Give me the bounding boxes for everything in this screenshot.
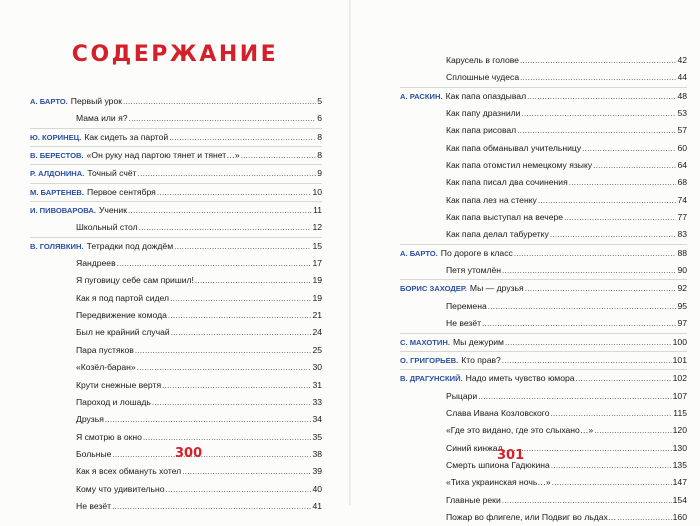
toc-page-number: 120 bbox=[672, 425, 687, 436]
toc-dot-leader bbox=[135, 342, 312, 359]
toc-entry-text bbox=[30, 307, 167, 324]
toc-page-number: 38 bbox=[312, 448, 322, 459]
toc-entry bbox=[400, 174, 687, 191]
toc-entry-text bbox=[30, 324, 170, 341]
toc-story-title: Тетрадки под дождём bbox=[86, 240, 174, 251]
toc-page-number: 68 bbox=[677, 177, 687, 188]
toc-dot-leader bbox=[129, 110, 317, 127]
toc-page-number: 90 bbox=[677, 265, 687, 276]
toc-dot-leader bbox=[502, 262, 676, 279]
toc-story-title: Смерть шпиона Гадюкина bbox=[446, 459, 550, 470]
toc-dot-leader bbox=[488, 298, 677, 315]
toc-entry bbox=[30, 93, 322, 110]
toc-entry bbox=[30, 237, 322, 255]
toc-entry-text bbox=[400, 334, 504, 351]
toc-dot-leader bbox=[123, 93, 316, 110]
toc-entry-text bbox=[30, 446, 111, 463]
toc-author: М. БАРТЕНЕВ. bbox=[30, 187, 85, 197]
toc-page-number: 57 bbox=[677, 125, 687, 136]
toc-dot-leader bbox=[157, 184, 312, 201]
toc-dot-leader bbox=[527, 88, 676, 105]
toc-story-title: Был не крайний случай bbox=[76, 327, 170, 338]
toc-entry-text bbox=[400, 105, 520, 122]
toc-story-title: Крути снежные вертя bbox=[76, 379, 162, 390]
toc-entry-text bbox=[30, 290, 169, 307]
toc-author: А. РАСКИН. bbox=[400, 91, 443, 101]
toc-page-number: 11 bbox=[313, 205, 322, 216]
toc-page-number: 107 bbox=[672, 390, 687, 401]
toc-story-title: Надо иметь чувство юмора bbox=[465, 373, 575, 384]
toc-entry-text bbox=[400, 192, 537, 209]
toc-entry-text bbox=[400, 280, 524, 297]
toc-story-title: «Где это видано, где это слыхано…» bbox=[446, 425, 594, 436]
toc-dot-leader bbox=[551, 457, 672, 474]
toc-entry bbox=[30, 164, 322, 182]
toc-story-title: Главные реки bbox=[446, 494, 501, 505]
toc-story-title: Перемена bbox=[446, 300, 487, 311]
toc-entry-text bbox=[400, 370, 575, 387]
toc-story-title: Петя утомлён bbox=[446, 265, 502, 276]
toc-entry bbox=[30, 342, 322, 359]
toc-entry bbox=[400, 209, 687, 226]
toc-dot-leader bbox=[502, 352, 672, 369]
toc-entry bbox=[400, 140, 687, 157]
toc-story-title: По дороге в класс bbox=[440, 247, 513, 258]
toc-story-title: Как сидеть за партой bbox=[84, 131, 169, 142]
toc-story-title: Не везёт bbox=[76, 500, 112, 511]
toc-entry-text bbox=[400, 315, 481, 332]
toc-author: В. ДРАГУНСКИЙ. bbox=[400, 374, 463, 384]
toc-page-number: 130 bbox=[672, 442, 687, 453]
toc-dot-leader bbox=[171, 324, 312, 341]
toc-page-number: 34 bbox=[312, 414, 322, 425]
toc-story-title: Как папа писал два сочинения bbox=[446, 177, 568, 188]
toc-page-number: 135 bbox=[672, 459, 687, 470]
toc-story-title: «Он руку над партою тянет и тянет…» bbox=[86, 150, 240, 161]
toc-entry bbox=[400, 262, 687, 279]
toc-entry bbox=[400, 122, 687, 139]
toc-dot-leader bbox=[166, 481, 312, 498]
toc-dot-leader bbox=[594, 422, 671, 439]
toc-entry bbox=[400, 457, 687, 474]
toc-page-number: 8 bbox=[317, 150, 322, 161]
toc-story-title: Синий кинжал bbox=[446, 442, 503, 453]
toc-story-title: «Тиха украинская ночь…» bbox=[446, 477, 551, 488]
toc-entry bbox=[400, 315, 687, 332]
toc-page-number: 95 bbox=[677, 300, 687, 311]
toc-entry bbox=[30, 377, 322, 394]
toc-dot-leader bbox=[505, 334, 672, 351]
toc-dot-leader bbox=[152, 394, 312, 411]
toc-entry-text bbox=[400, 509, 616, 526]
toc-dot-leader bbox=[504, 440, 672, 457]
toc-entry-text bbox=[30, 202, 127, 219]
toc-author: А. БАРТО. bbox=[30, 97, 68, 106]
toc-page-number: 17 bbox=[312, 258, 322, 269]
toc-entry-text bbox=[400, 69, 519, 86]
toc-dot-leader bbox=[105, 411, 312, 428]
toc-entry bbox=[400, 333, 687, 351]
toc-dot-leader bbox=[582, 140, 676, 157]
toc-dot-leader bbox=[139, 219, 312, 236]
toc-author: В. БЕРЕСТОВ. bbox=[30, 151, 84, 161]
toc-entry-text bbox=[30, 359, 136, 376]
toc-entry-text bbox=[400, 352, 501, 369]
toc-entry-text bbox=[30, 129, 168, 146]
toc-page-number: 102 bbox=[672, 373, 687, 384]
toc-dot-leader bbox=[162, 377, 311, 394]
toc-author: В. ГОЛЯВКИН. bbox=[30, 241, 84, 251]
toc-page-number: 25 bbox=[312, 344, 322, 355]
toc-entry-text bbox=[400, 262, 501, 279]
toc-dot-leader bbox=[112, 498, 311, 515]
toc-dot-leader bbox=[521, 105, 676, 122]
toc-dot-leader bbox=[170, 290, 311, 307]
toc-story-title: Как я под партой сидел bbox=[76, 292, 170, 303]
toc-page-number: 19 bbox=[312, 275, 322, 286]
toc-page-number: 19 bbox=[312, 292, 322, 303]
toc-page-number: 101 bbox=[672, 354, 687, 365]
toc-dot-leader bbox=[195, 272, 312, 289]
toc-story-title: Как папа делал табуретку bbox=[446, 229, 549, 240]
toc-dot-leader bbox=[502, 492, 672, 509]
toc-page-number: 160 bbox=[672, 511, 687, 522]
toc-story-title: Ученик bbox=[98, 205, 127, 216]
toc-entry bbox=[400, 509, 687, 526]
toc-page-number: 48 bbox=[677, 90, 687, 101]
toc-entry-text bbox=[30, 93, 122, 110]
toc-page-number: 74 bbox=[677, 194, 687, 205]
toc-page-number: 21 bbox=[312, 310, 322, 321]
toc-entry-text bbox=[400, 88, 526, 105]
toc-story-title: Мама или я? bbox=[76, 113, 128, 124]
toc-dot-leader bbox=[525, 280, 677, 297]
toc-entry bbox=[400, 351, 687, 369]
toc-story-title: Я пуговицу себе сам пришил! bbox=[76, 275, 194, 286]
toc-page-number: 39 bbox=[312, 466, 322, 477]
toc-entry bbox=[30, 201, 322, 219]
toc-entry bbox=[30, 394, 322, 411]
toc-page-number: 5 bbox=[317, 96, 322, 106]
toc-entry-text bbox=[30, 165, 137, 182]
toc-entry-text bbox=[30, 498, 111, 515]
right-page bbox=[350, 0, 700, 522]
toc-entry bbox=[30, 411, 322, 428]
toc-page-number: 92 bbox=[677, 283, 687, 294]
toc-page-number: 100 bbox=[672, 336, 687, 347]
toc-entry-text bbox=[400, 157, 592, 174]
toc-entry bbox=[30, 498, 322, 515]
toc-entry-text bbox=[400, 122, 516, 139]
toc-page-number: 115 bbox=[673, 407, 687, 418]
toc-dot-leader bbox=[128, 202, 312, 219]
toc-dot-leader bbox=[137, 359, 312, 376]
toc-dot-leader bbox=[169, 129, 316, 146]
toc-entry bbox=[400, 388, 687, 405]
toc-story-title: Мы дежурим bbox=[452, 336, 504, 347]
toc-entry-text bbox=[30, 110, 128, 127]
toc-dot-leader bbox=[564, 209, 676, 226]
toc-page-number: 53 bbox=[677, 108, 687, 119]
page-number-right: 301 bbox=[497, 448, 525, 463]
toc-entry bbox=[400, 440, 687, 457]
toc-story-title: Пароход и лошадь bbox=[76, 396, 151, 407]
toc-entry bbox=[30, 183, 322, 201]
toc-dot-leader bbox=[550, 226, 677, 243]
toc-entry-text bbox=[400, 298, 487, 315]
toc-entry-text bbox=[400, 174, 568, 191]
toc-dot-leader bbox=[593, 157, 676, 174]
toc-story-title: Яандреев bbox=[76, 258, 116, 269]
toc-story-title: Как папа выступал на вечере bbox=[446, 212, 564, 223]
toc-entry bbox=[400, 87, 687, 105]
toc-page-number: 9 bbox=[317, 168, 322, 179]
toc-story-title: Сплошные чудеса bbox=[446, 72, 520, 83]
toc-entry bbox=[400, 405, 687, 422]
toc-dot-leader bbox=[182, 463, 311, 480]
toc-entry bbox=[400, 157, 687, 174]
toc-entry-text bbox=[30, 147, 240, 164]
toc-entry-text bbox=[30, 429, 142, 446]
toc-dot-leader bbox=[143, 429, 311, 446]
toc-entry bbox=[30, 429, 322, 446]
toc-entry-text bbox=[400, 440, 503, 457]
toc-page-number: 83 bbox=[677, 229, 687, 240]
toc-page-number: 154 bbox=[672, 494, 687, 505]
toc-entry bbox=[30, 359, 322, 376]
toc-story-title: Точный счёт bbox=[87, 168, 137, 179]
toc-story-title: Друзья bbox=[76, 414, 104, 425]
toc-dot-leader bbox=[551, 405, 673, 422]
toc-entry-text bbox=[30, 255, 116, 272]
toc-story-title: Пожар во флигеле, или Подвиг во льдах… bbox=[446, 511, 617, 522]
toc-list-right bbox=[400, 52, 687, 526]
toc-page-number: 88 bbox=[677, 247, 687, 258]
toc-entry-text bbox=[30, 184, 156, 201]
toc-story-title: «Козёл-баран» bbox=[76, 362, 136, 373]
toc-page-number: 97 bbox=[677, 318, 687, 329]
toc-entry-text bbox=[30, 219, 138, 236]
toc-entry-text bbox=[400, 52, 519, 69]
toc-dot-leader bbox=[517, 122, 676, 139]
toc-entry bbox=[400, 279, 687, 297]
toc-story-title: Как папу дразнили bbox=[446, 108, 521, 119]
toc-author: А. БАРТО. bbox=[400, 248, 438, 258]
toc-author: О. ГРИГОРЬЕВ. bbox=[400, 355, 459, 365]
toc-story-title: Слава Ивана Козловского bbox=[446, 407, 550, 418]
toc-story-title: Мы — друзья bbox=[469, 283, 524, 294]
toc-entry bbox=[400, 226, 687, 243]
toc-entry-text bbox=[30, 272, 194, 289]
toc-dot-leader bbox=[538, 192, 677, 209]
toc-dot-leader bbox=[168, 307, 312, 324]
toc-story-title: Больные bbox=[76, 448, 112, 459]
toc-entry bbox=[400, 474, 687, 491]
toc-dot-leader bbox=[138, 165, 317, 182]
toc-entry bbox=[400, 244, 687, 262]
toc-dot-leader bbox=[478, 388, 671, 405]
toc-page-number: 44 bbox=[677, 72, 687, 83]
toc-entry bbox=[400, 192, 687, 209]
toc-story-title: Передвижение комода bbox=[76, 310, 167, 321]
contents-title: СОДЕРЖАНИЕ bbox=[71, 42, 279, 67]
toc-entry-text bbox=[400, 474, 551, 491]
toc-dot-leader bbox=[112, 446, 311, 463]
toc-entry-text bbox=[30, 342, 134, 359]
page-number-left: 300 bbox=[175, 446, 203, 461]
toc-entry bbox=[400, 105, 687, 122]
toc-story-title: Как папа отомстил немецкому языку bbox=[446, 160, 593, 171]
toc-entry bbox=[30, 128, 322, 146]
toc-page-number: 147 bbox=[672, 477, 687, 488]
toc-entry-text bbox=[400, 140, 581, 157]
toc-page-number: 41 bbox=[312, 500, 322, 511]
toc-story-title: Как папа рисовал bbox=[446, 125, 517, 136]
toc-entry-text bbox=[400, 245, 513, 262]
toc-page-number: 40 bbox=[312, 483, 322, 494]
toc-author: Ю. КОРИНЕЦ. bbox=[30, 132, 82, 142]
toc-story-title: Пара пустяков bbox=[76, 344, 134, 355]
toc-entry bbox=[30, 255, 322, 272]
toc-entry bbox=[30, 463, 322, 480]
toc-entry bbox=[30, 146, 322, 164]
toc-page-number: 35 bbox=[312, 431, 322, 442]
toc-page-number: 42 bbox=[677, 55, 687, 65]
toc-story-title: Школьный стол bbox=[76, 222, 138, 233]
toc-story-title: Карусель в голове bbox=[446, 55, 519, 65]
toc-page-number: 24 bbox=[312, 327, 322, 338]
toc-entry bbox=[30, 110, 322, 127]
toc-entry bbox=[30, 272, 322, 289]
toc-dot-leader bbox=[482, 315, 676, 332]
toc-entry bbox=[400, 298, 687, 315]
toc-entry-text bbox=[400, 492, 501, 509]
toc-entry bbox=[400, 422, 687, 439]
toc-dot-leader bbox=[552, 474, 672, 491]
left-page bbox=[0, 0, 350, 511]
toc-entry bbox=[30, 219, 322, 236]
toc-page-number: 64 bbox=[677, 160, 687, 171]
toc-page-number: 30 bbox=[312, 362, 322, 373]
toc-story-title: Первый урок bbox=[70, 96, 122, 106]
toc-page-number: 60 bbox=[677, 142, 687, 153]
toc-dot-leader bbox=[520, 52, 676, 69]
toc-entry bbox=[400, 52, 687, 69]
toc-page-number: 77 bbox=[677, 212, 687, 223]
toc-dot-leader bbox=[576, 370, 672, 387]
toc-page-number: 6 bbox=[317, 113, 322, 124]
toc-dot-leader bbox=[241, 147, 317, 164]
toc-author: С. МАХОТИН. bbox=[400, 337, 450, 347]
toc-entry bbox=[30, 481, 322, 498]
toc-dot-leader bbox=[514, 245, 677, 262]
toc-story-title: Как папа опаздывал bbox=[445, 90, 527, 101]
toc-entry bbox=[30, 290, 322, 307]
toc-dot-leader bbox=[617, 509, 671, 526]
toc-author: БОРИС ЗАХОДЕР. bbox=[400, 284, 467, 294]
toc-entry bbox=[400, 369, 687, 387]
toc-story-title: Первое сентября bbox=[87, 186, 156, 197]
toc-entry-text bbox=[400, 457, 550, 474]
toc-author: Р. АЛДОНИНА. bbox=[30, 169, 85, 179]
toc-story-title: Рыцари bbox=[446, 390, 478, 401]
toc-page-number: 15 bbox=[312, 240, 322, 251]
toc-page-number: 33 bbox=[312, 396, 322, 407]
toc-entry-text bbox=[30, 394, 151, 411]
toc-entry bbox=[400, 69, 687, 86]
toc-story-title: Кто прав? bbox=[461, 354, 501, 365]
toc-story-title: Кому что удивительно bbox=[76, 483, 165, 494]
toc-story-title: Как папа обманывал учительницу bbox=[446, 142, 582, 153]
toc-entry-text bbox=[400, 226, 549, 243]
toc-story-title: Я смотрю в окно bbox=[76, 431, 142, 442]
toc-entry-text bbox=[30, 377, 161, 394]
toc-entry-text bbox=[400, 209, 563, 226]
toc-entry-text bbox=[30, 481, 165, 498]
toc-entry-text bbox=[400, 388, 477, 405]
toc-story-title: Как я всех обмануть хотел bbox=[76, 466, 182, 477]
toc-entry bbox=[30, 307, 322, 324]
toc-entry bbox=[400, 492, 687, 509]
toc-author: И. ПИВОВАРОВА. bbox=[30, 206, 96, 216]
toc-entry bbox=[30, 324, 322, 341]
toc-story-title: Не везёт bbox=[446, 318, 482, 329]
toc-dot-leader bbox=[174, 238, 311, 255]
toc-page-number: 12 bbox=[312, 222, 322, 233]
toc-entry-text bbox=[30, 463, 181, 480]
toc-dot-leader bbox=[117, 255, 312, 272]
toc-entry-text bbox=[30, 411, 104, 428]
toc-entry-text bbox=[400, 422, 593, 439]
toc-page-number: 8 bbox=[317, 131, 322, 142]
toc-entry-text bbox=[30, 238, 173, 255]
toc-dot-leader bbox=[520, 69, 676, 86]
toc-page-number: 10 bbox=[312, 186, 322, 197]
toc-page-number: 31 bbox=[312, 379, 322, 390]
toc-entry-text bbox=[400, 405, 550, 422]
toc-dot-leader bbox=[569, 174, 677, 191]
toc-story-title: Как папа лез на стенку bbox=[446, 194, 537, 205]
